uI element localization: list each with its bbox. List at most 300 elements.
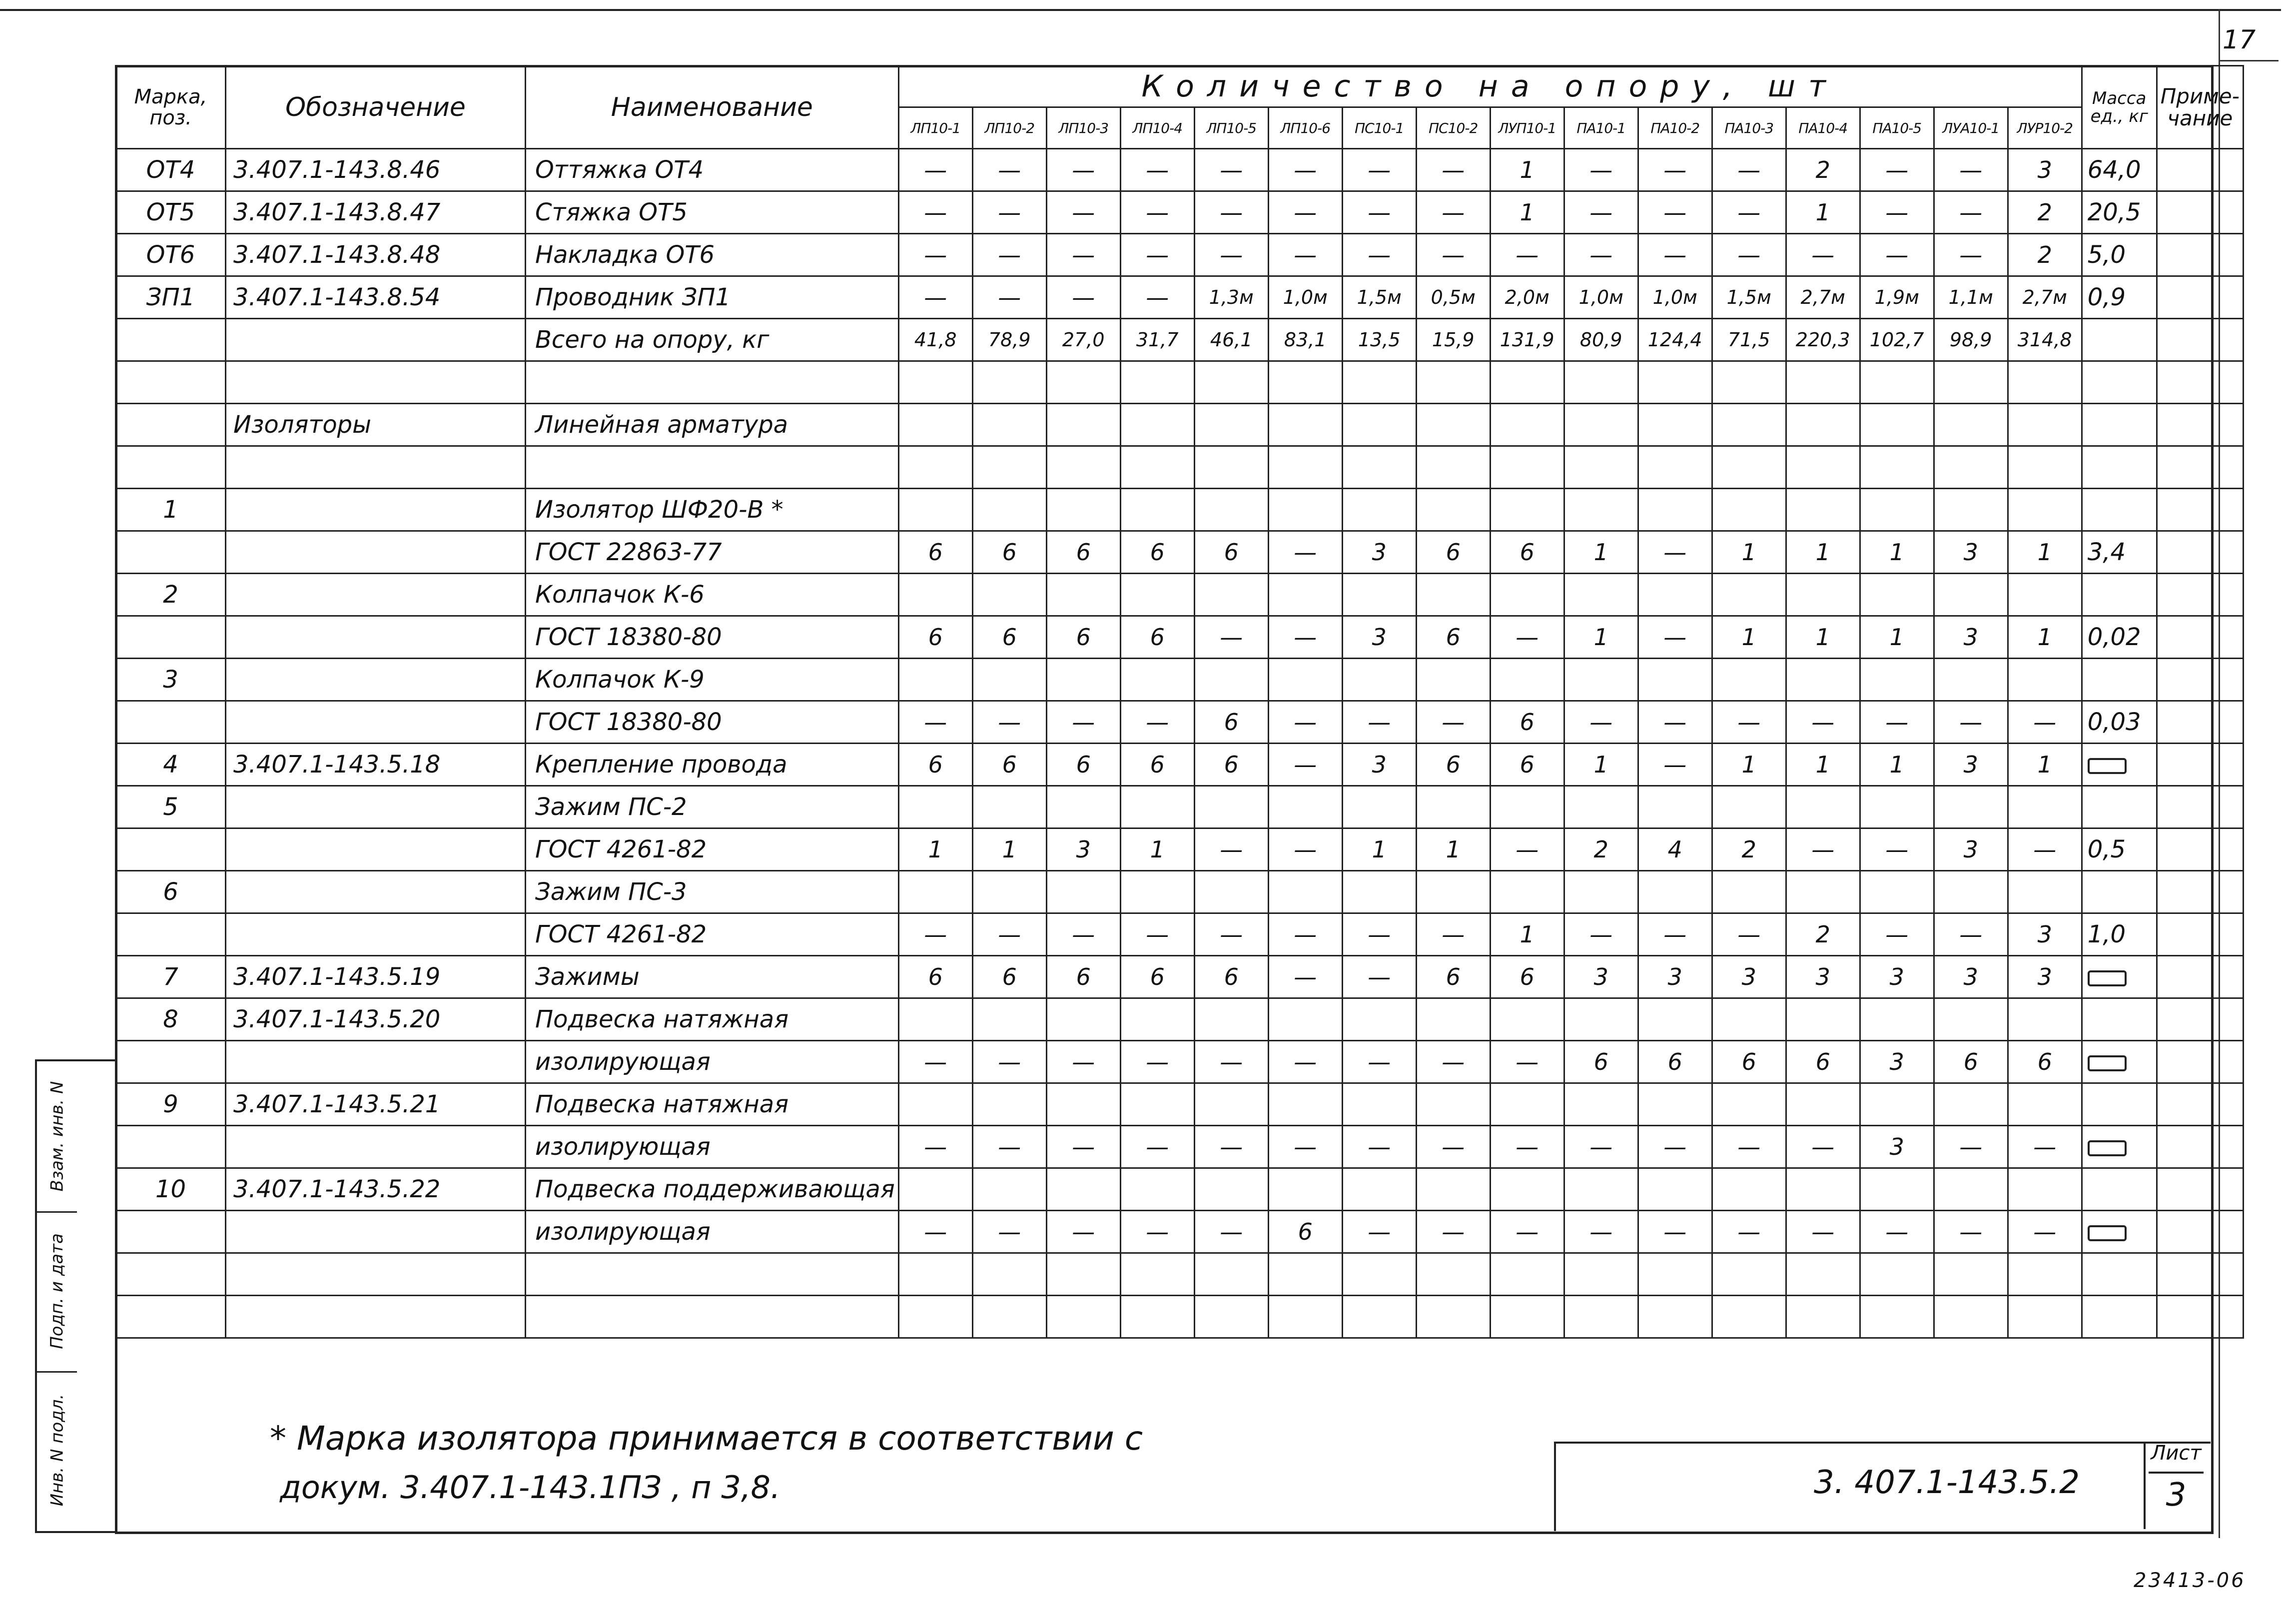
cell-quantity: 46,1 <box>1194 319 1268 361</box>
cell-quantity <box>1416 446 1490 489</box>
cell-quantity: — <box>1490 1126 1564 1168</box>
cell-mark: 5 <box>116 786 226 828</box>
cell-designation <box>226 828 526 871</box>
cell-quantity: 1 <box>1786 531 1860 574</box>
header-support-3: ЛП10-3 <box>1046 107 1120 149</box>
cell-quantity <box>1786 489 1860 531</box>
cell-quantity: 3 <box>1342 531 1416 574</box>
cell-quantity: 2 <box>1564 828 1638 871</box>
cell-quantity <box>2008 998 2082 1041</box>
cell-quantity: — <box>898 276 972 319</box>
cell-quantity: 98,9 <box>1934 319 2008 361</box>
cell-quantity: 1 <box>1860 531 1934 574</box>
table-row <box>116 1041 2244 1083</box>
cell-quantity: — <box>898 1041 972 1083</box>
cell-name: Оттяжка ОТ4 <box>526 149 899 191</box>
header-support-12: ПА10-3 <box>1712 107 1786 149</box>
cell-quantity <box>1046 1168 1120 1211</box>
table-row <box>116 786 2244 828</box>
cell-mass <box>2082 871 2157 913</box>
cell-quantity <box>1342 786 1416 828</box>
cell-quantity: — <box>1564 701 1638 744</box>
cell-quantity <box>1564 998 1638 1041</box>
cell-quantity <box>1120 1296 1194 1338</box>
cell-mass: 5,0 <box>2082 234 2157 276</box>
cell-quantity: 6 <box>1490 531 1564 574</box>
cell-quantity: 2,7м <box>1786 276 1860 319</box>
cell-quantity: 80,9 <box>1564 319 1638 361</box>
cell-quantity <box>1342 659 1416 701</box>
cell-quantity: 1 <box>1860 616 1934 659</box>
cell-note <box>2157 828 2243 871</box>
cell-quantity <box>1934 1168 2008 1211</box>
cell-note <box>2157 956 2243 998</box>
cell-quantity <box>1934 489 2008 531</box>
cell-quantity <box>1786 1296 1860 1338</box>
cell-quantity <box>1564 659 1638 701</box>
cell-quantity <box>1564 1083 1638 1126</box>
cell-quantity: 6 <box>1490 956 1564 998</box>
cell-quantity: — <box>1342 701 1416 744</box>
cell-mark: 4 <box>116 744 226 786</box>
cell-designation <box>226 913 526 956</box>
page-number: 17 <box>2223 25 2256 55</box>
cell-quantity: — <box>1120 149 1194 191</box>
cell-quantity: 1 <box>1564 531 1638 574</box>
header-support-11: ПА10-2 <box>1638 107 1712 149</box>
cell-note <box>2157 319 2243 361</box>
cell-mass: 0,5 <box>2082 828 2157 871</box>
cell-quantity: — <box>1490 1041 1564 1083</box>
cell-quantity <box>972 361 1046 404</box>
cell-quantity <box>1120 1168 1194 1211</box>
cell-designation <box>226 1126 526 1168</box>
cell-designation <box>226 574 526 616</box>
cell-quantity: 1 <box>1786 616 1860 659</box>
cell-quantity <box>898 1083 972 1126</box>
cell-quantity: — <box>1564 191 1638 234</box>
cell-quantity: 2 <box>1712 828 1786 871</box>
side-cell-inventory-replace <box>37 1061 77 1213</box>
cell-quantity <box>898 404 972 446</box>
cell-quantity: — <box>1046 276 1120 319</box>
cell-quantity <box>1934 659 2008 701</box>
cell-quantity: — <box>1712 149 1786 191</box>
cell-quantity: — <box>1046 1041 1120 1083</box>
header-designation: Обозначение <box>226 66 526 149</box>
cell-quantity: — <box>1638 744 1712 786</box>
cell-quantity: 6 <box>1786 1041 1860 1083</box>
cell-quantity: 13,5 <box>1342 319 1416 361</box>
cell-quantity <box>1860 786 1934 828</box>
table-row <box>116 828 2244 871</box>
cell-quantity <box>1268 574 1342 616</box>
cell-quantity <box>1712 659 1786 701</box>
cell-quantity: 41,8 <box>898 319 972 361</box>
cell-quantity: — <box>1194 234 1268 276</box>
table-row <box>116 1253 2244 1296</box>
cell-mark <box>116 404 226 446</box>
cell-quantity: — <box>1564 913 1638 956</box>
table-row <box>116 361 2244 404</box>
cell-quantity: 3 <box>1934 956 2008 998</box>
cell-quantity: 1,0м <box>1564 276 1638 319</box>
cell-quantity <box>1860 446 1934 489</box>
cell-mark <box>116 446 226 489</box>
header-support-6: ЛП10-6 <box>1268 107 1342 149</box>
cell-quantity: — <box>1490 828 1564 871</box>
cell-quantity <box>2008 361 2082 404</box>
cell-quantity <box>1268 659 1342 701</box>
cell-quantity: 6 <box>1046 744 1120 786</box>
cell-quantity: — <box>1712 191 1786 234</box>
header-support-4: ЛП10-4 <box>1120 107 1194 149</box>
cell-mark <box>116 319 226 361</box>
header-name: Наименование <box>526 66 899 149</box>
cell-quantity: 6 <box>1416 616 1490 659</box>
cell-quantity: 6 <box>972 616 1046 659</box>
cell-quantity <box>1120 786 1194 828</box>
mass-see-drawing-mark <box>2088 1055 2127 1071</box>
cell-quantity: 1,5м <box>1342 276 1416 319</box>
cell-quantity <box>1712 1168 1786 1211</box>
cell-quantity: 1 <box>1490 913 1564 956</box>
cell-quantity <box>1786 1168 1860 1211</box>
cell-name: изолирующая <box>526 1211 899 1253</box>
cell-mass: 20,5 <box>2082 191 2157 234</box>
cell-quantity: — <box>1490 234 1564 276</box>
cell-quantity <box>1120 446 1194 489</box>
cell-quantity: 2 <box>1786 149 1860 191</box>
cell-quantity <box>1194 446 1268 489</box>
cell-quantity <box>1490 361 1564 404</box>
cell-mark <box>116 913 226 956</box>
cell-quantity: — <box>1416 1126 1490 1168</box>
cell-quantity <box>898 871 972 913</box>
cell-quantity: 78,9 <box>972 319 1046 361</box>
cell-note <box>2157 871 2243 913</box>
cell-quantity: — <box>1268 701 1342 744</box>
cell-quantity <box>1564 446 1638 489</box>
cell-quantity: — <box>1120 1126 1194 1168</box>
header-support-1: ЛП10-1 <box>898 107 972 149</box>
cell-quantity <box>1860 361 1934 404</box>
table-row <box>116 616 2244 659</box>
header-support-7: ПС10-1 <box>1342 107 1416 149</box>
cell-mass <box>2082 1083 2157 1126</box>
cell-note <box>2157 744 2243 786</box>
cell-quantity: — <box>1638 616 1712 659</box>
cell-quantity: — <box>972 276 1046 319</box>
header-mark: Марка, поз. <box>116 66 226 149</box>
cell-mass <box>2082 361 2157 404</box>
cell-quantity <box>972 1296 1046 1338</box>
cell-name: изолирующая <box>526 1041 899 1083</box>
mass-see-drawing-mark <box>2088 1140 2127 1156</box>
cell-quantity <box>1490 489 1564 531</box>
cell-name: Подвеска натяжная <box>526 998 899 1041</box>
cell-quantity <box>1934 574 2008 616</box>
cell-note <box>2157 1211 2243 1253</box>
cell-note <box>2157 1126 2243 1168</box>
table-row <box>116 1083 2244 1126</box>
side-label-signature-date: Подп. и дата <box>47 1233 67 1349</box>
cell-quantity: — <box>1712 1211 1786 1253</box>
cell-quantity <box>1564 404 1638 446</box>
cell-quantity <box>1342 1296 1416 1338</box>
cell-quantity <box>972 1083 1046 1126</box>
cell-quantity <box>1564 574 1638 616</box>
cell-quantity: 102,7 <box>1860 319 1934 361</box>
cell-mass <box>2082 319 2157 361</box>
cell-quantity: — <box>1860 913 1934 956</box>
cell-quantity: — <box>1342 956 1416 998</box>
cell-quantity: 3 <box>1046 828 1120 871</box>
cell-quantity <box>1416 1253 1490 1296</box>
table-row <box>116 998 2244 1041</box>
cell-quantity <box>1712 446 1786 489</box>
cell-note <box>2157 531 2243 574</box>
cell-quantity: 6 <box>972 956 1046 998</box>
cell-quantity: 1,0м <box>1638 276 1712 319</box>
cell-quantity <box>1120 871 1194 913</box>
cell-quantity <box>1490 998 1564 1041</box>
cell-quantity: 6 <box>1194 956 1268 998</box>
cell-quantity: — <box>2008 828 2082 871</box>
cell-quantity <box>1194 659 1268 701</box>
cell-quantity <box>1046 998 1120 1041</box>
table-row <box>116 489 2244 531</box>
cell-quantity: — <box>1194 828 1268 871</box>
mass-see-drawing-mark <box>2088 758 2127 774</box>
cell-quantity <box>2008 1168 2082 1211</box>
cell-mark <box>116 1296 226 1338</box>
cell-quantity <box>972 404 1046 446</box>
cell-note <box>2157 276 2243 319</box>
cell-quantity <box>972 871 1046 913</box>
cell-quantity: 6 <box>1712 1041 1786 1083</box>
cell-quantity: — <box>1564 234 1638 276</box>
cell-quantity: — <box>1120 1211 1194 1253</box>
cell-quantity <box>1564 1253 1638 1296</box>
cell-quantity <box>2008 404 2082 446</box>
cell-quantity: — <box>1342 149 1416 191</box>
cell-quantity: 6 <box>1268 1211 1342 1253</box>
cell-quantity <box>1638 1168 1712 1211</box>
cell-quantity <box>1712 1253 1786 1296</box>
cell-quantity <box>1046 446 1120 489</box>
cell-name: ГОСТ 4261-82 <box>526 913 899 956</box>
cell-quantity: — <box>1786 234 1860 276</box>
cell-mark: 8 <box>116 998 226 1041</box>
cell-quantity <box>1416 871 1490 913</box>
cell-quantity: 1 <box>1490 149 1564 191</box>
cell-quantity <box>1860 1253 1934 1296</box>
cell-quantity: — <box>1120 701 1194 744</box>
cell-quantity <box>1490 1168 1564 1211</box>
cell-quantity <box>2008 786 2082 828</box>
cell-name: Крепление провода <box>526 744 899 786</box>
table-row <box>116 319 2244 361</box>
cell-name: ГОСТ 4261-82 <box>526 828 899 871</box>
cell-quantity <box>1934 871 2008 913</box>
table-row <box>116 574 2244 616</box>
cell-quantity <box>1490 1253 1564 1296</box>
cell-quantity: 27,0 <box>1046 319 1120 361</box>
cell-quantity <box>1268 1296 1342 1338</box>
cell-designation <box>226 1296 526 1338</box>
cell-quantity: — <box>1268 956 1342 998</box>
cell-quantity <box>898 1296 972 1338</box>
cell-quantity: 1 <box>1564 744 1638 786</box>
cell-quantity: 3 <box>1860 956 1934 998</box>
cell-quantity <box>1194 574 1268 616</box>
cell-quantity: 3 <box>1712 956 1786 998</box>
cell-mark <box>116 1211 226 1253</box>
table-row <box>116 234 2244 276</box>
cell-quantity: 3 <box>1638 956 1712 998</box>
cell-quantity: 6 <box>1490 744 1564 786</box>
cell-quantity: — <box>1934 1211 2008 1253</box>
cell-mass: 3,4 <box>2082 531 2157 574</box>
header-support-8: ПС10-2 <box>1416 107 1490 149</box>
cell-name <box>526 1253 899 1296</box>
cell-quantity <box>1342 1083 1416 1126</box>
cell-quantity <box>1934 404 2008 446</box>
cell-quantity: — <box>898 191 972 234</box>
cell-quantity: — <box>1638 1211 1712 1253</box>
mass-see-drawing-mark <box>2088 970 2127 986</box>
cell-quantity: — <box>1860 701 1934 744</box>
table-row <box>116 659 2244 701</box>
cell-quantity: — <box>972 1126 1046 1168</box>
cell-quantity <box>1564 1168 1638 1211</box>
cell-quantity: — <box>1046 149 1120 191</box>
cell-quantity: — <box>1638 1126 1712 1168</box>
cell-quantity: — <box>1638 913 1712 956</box>
cell-quantity <box>1120 574 1194 616</box>
cell-quantity <box>1046 1296 1120 1338</box>
cell-designation <box>226 786 526 828</box>
cell-quantity: — <box>1194 191 1268 234</box>
cell-designation: 3.407.1-143.8.47 <box>226 191 526 234</box>
cell-quantity: — <box>1268 531 1342 574</box>
side-label-inventory-replace: Взам. инв. N <box>47 1081 67 1192</box>
table-row <box>116 1126 2244 1168</box>
cell-mass: 1,0 <box>2082 913 2157 956</box>
cell-name: Проводник ЗП1 <box>526 276 899 319</box>
cell-mass <box>2082 404 2157 446</box>
sheet-number: 3 <box>2166 1477 2187 1514</box>
cell-quantity <box>1490 1296 1564 1338</box>
cell-quantity: 1 <box>1564 616 1638 659</box>
cell-quantity: 314,8 <box>2008 319 2082 361</box>
cell-note <box>2157 616 2243 659</box>
cell-quantity <box>1638 786 1712 828</box>
specification-table <box>115 65 2244 1339</box>
document-code: 3. 407.1-143.5.2 <box>1814 1464 2080 1501</box>
cell-quantity <box>1638 446 1712 489</box>
cell-name: ГОСТ 22863-77 <box>526 531 899 574</box>
cell-quantity <box>1860 998 1934 1041</box>
cell-quantity <box>1860 1296 1934 1338</box>
cell-mass: 0,03 <box>2082 701 2157 744</box>
cell-quantity <box>1416 361 1490 404</box>
cell-quantity: — <box>1490 1211 1564 1253</box>
cell-quantity: 1 <box>1712 744 1786 786</box>
cell-mass <box>2082 744 2157 786</box>
cell-quantity: 6 <box>1490 701 1564 744</box>
cell-quantity <box>1638 404 1712 446</box>
cell-quantity: 6 <box>898 616 972 659</box>
cell-quantity: 0,5м <box>1416 276 1490 319</box>
cell-quantity <box>1046 489 1120 531</box>
cell-quantity <box>1268 404 1342 446</box>
cell-mark <box>116 828 226 871</box>
cell-quantity: 220,3 <box>1786 319 1860 361</box>
cell-quantity: — <box>1268 1126 1342 1168</box>
specification-body <box>116 149 2244 1338</box>
cell-quantity: 1 <box>1120 828 1194 871</box>
cell-mark <box>116 361 226 404</box>
cell-mass <box>2082 1296 2157 1338</box>
cell-quantity <box>1564 361 1638 404</box>
header-mass: Масса ед., кг <box>2082 66 2157 149</box>
page-number-divider <box>2219 60 2279 61</box>
cell-quantity: — <box>1268 616 1342 659</box>
cell-quantity <box>1120 998 1194 1041</box>
cell-quantity: — <box>1268 913 1342 956</box>
cell-quantity: 3 <box>1934 828 2008 871</box>
cell-quantity: 6 <box>972 744 1046 786</box>
cell-name: Изолятор ШФ20-В * <box>526 489 899 531</box>
cell-quantity <box>1786 998 1860 1041</box>
cell-quantity <box>1786 574 1860 616</box>
cell-quantity: 6 <box>898 744 972 786</box>
cell-quantity <box>1786 786 1860 828</box>
header-support-16: ЛУР10-2 <box>2008 107 2082 149</box>
cell-quantity <box>1342 871 1416 913</box>
header-row-top <box>116 66 2244 107</box>
cell-quantity <box>1046 659 1120 701</box>
cell-quantity <box>1416 404 1490 446</box>
cell-quantity: — <box>898 149 972 191</box>
cell-quantity <box>1342 1168 1416 1211</box>
cell-mass: 0,9 <box>2082 276 2157 319</box>
cell-quantity <box>1712 404 1786 446</box>
cell-note <box>2157 1296 2243 1338</box>
cell-quantity: 6 <box>1194 701 1268 744</box>
cell-quantity <box>1120 489 1194 531</box>
cell-quantity: — <box>1564 1211 1638 1253</box>
cell-quantity: 1 <box>1342 828 1416 871</box>
cell-mass: 0,02 <box>2082 616 2157 659</box>
table-row <box>116 1296 2244 1338</box>
cell-mark <box>116 701 226 744</box>
cell-quantity: 31,7 <box>1120 319 1194 361</box>
side-stamp-strip <box>35 1059 117 1533</box>
cell-name: Подвеска поддерживающая <box>526 1168 899 1211</box>
cell-quantity <box>1786 659 1860 701</box>
header-note: Приме- чание <box>2157 66 2243 149</box>
cell-quantity: — <box>1638 531 1712 574</box>
cell-quantity: 2,0м <box>1490 276 1564 319</box>
cell-quantity: — <box>1860 234 1934 276</box>
cell-quantity: — <box>1564 149 1638 191</box>
cell-note <box>2157 191 2243 234</box>
cell-quantity: — <box>972 1041 1046 1083</box>
cell-quantity <box>1490 574 1564 616</box>
